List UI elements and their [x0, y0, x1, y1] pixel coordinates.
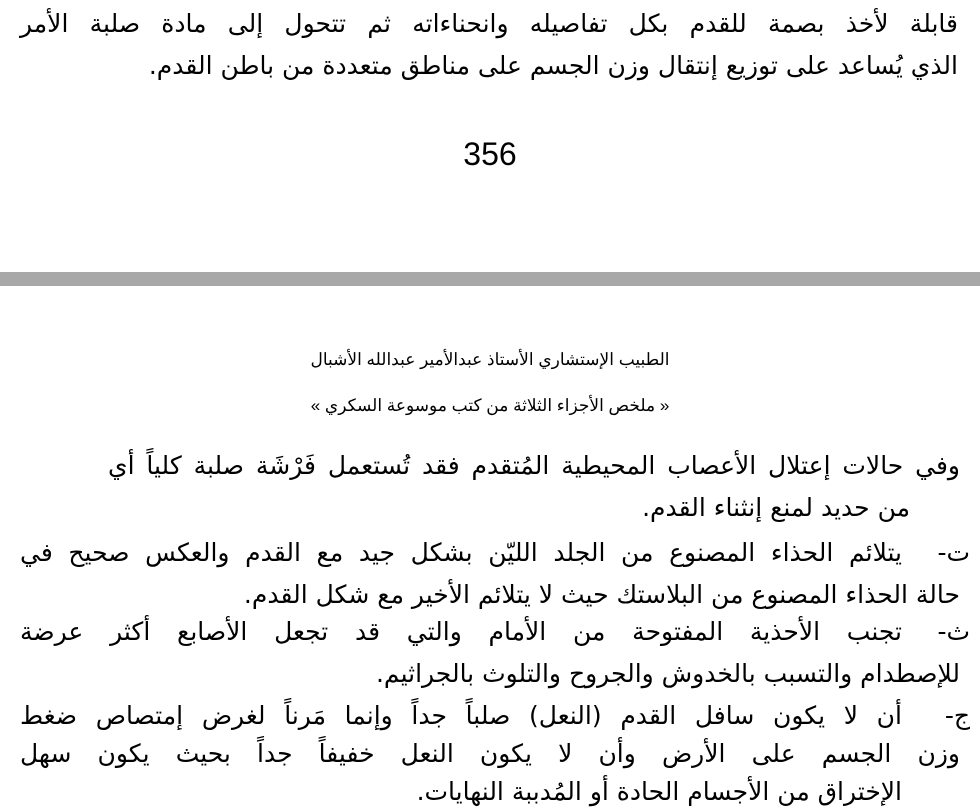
- paragraph-line: وفي حالات إعتلال الأعصاب المحيطية المُتقدم فقد تُستعمل فَرْشَة صلبة كلياً أي: [108, 451, 960, 480]
- page-header-author: الطبيب الإستشاري الأستاذ عبدالأمير عبدالله الأشبال: [310, 350, 670, 369]
- list-item-line: أن لا يكون سافل القدم (النعل) صلباً جداً وإنما مَرناً لغرض إمتصاص ضغط: [20, 701, 902, 730]
- list-item-line: تجنب الأحذية المفتوحة من الأمام والتي قد تجعل الأصابع أكثر عرضة: [20, 617, 902, 646]
- list-marker: ت-: [937, 538, 970, 567]
- list-item-line: وزن الجسم على الأرض وأن لا يكون النعل خفيفاً جداً بحيث يكون سهل: [20, 739, 960, 768]
- page-header-subtitle: « ملخص الأجزاء الثلاثة من كتب موسوعة السكري »: [310, 396, 670, 415]
- page-separator: [0, 272, 980, 286]
- paragraph-line: قابلة لأخذ بصمة للقدم بكل تفاصيله وانحناءاته ثم تتحول إلى مادة صلبة الأمر: [20, 9, 958, 38]
- previous-page: [0, 0, 980, 268]
- list-marker: ج-: [944, 701, 970, 730]
- list-marker: ث-: [937, 617, 970, 646]
- page-number: 356: [463, 136, 517, 172]
- list-item-line: يتلائم الحذاء المصنوع من الجلد الليّن بشكل جيد مع القدم والعكس صحيح في: [20, 538, 902, 567]
- list-item-line: حالة الحذاء المصنوع من البلاستك حيث لا يتلائم الأخير مع شكل القدم.: [243, 580, 960, 609]
- paragraph-line: الذي يُساعد على توزيع إنتقال وزن الجسم على مناطق متعددة من باطن القدم.: [148, 51, 958, 80]
- list-item-line: للإصطدام والتسبب بالخدوش والجروح والتلوث بالجراثيم.: [375, 659, 960, 688]
- list-item-line: الإختراق من الأجسام الحادة أو المُدببة النهايات.: [416, 777, 902, 806]
- paragraph-line: من حديد لمنع إنثناء القدم.: [642, 493, 910, 522]
